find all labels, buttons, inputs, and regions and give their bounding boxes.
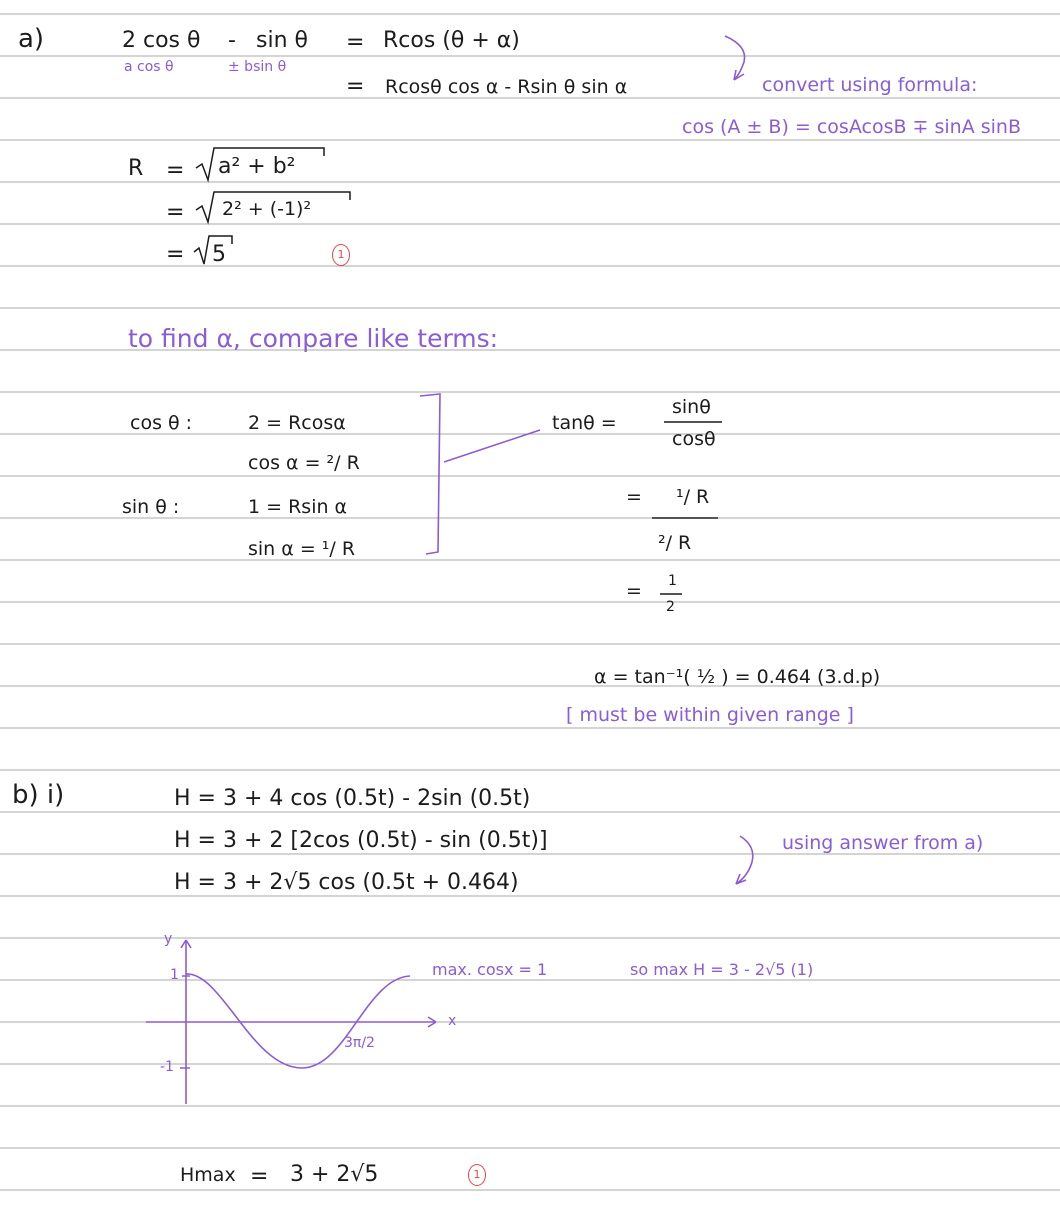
find-alpha-note: to find α, compare like terms: xyxy=(128,324,499,353)
eq1-rhs: Rcos (θ + α) xyxy=(383,28,520,53)
note-bsin: ± bsin θ xyxy=(228,59,287,75)
tan-num1: sinθ xyxy=(672,396,711,418)
mark-circle-a: 1 xyxy=(332,244,350,266)
Hmax-value: 3 + 2√5 xyxy=(290,1162,379,1187)
note-acos: a cos θ xyxy=(124,59,174,75)
formula-note: cos (A ± B) = cosAcosB ∓ sinA sinB xyxy=(682,116,1022,138)
sin-label: sin θ : xyxy=(122,496,180,518)
Hmax-equals: = xyxy=(250,1164,269,1189)
R-equals-3: = xyxy=(166,242,185,267)
mark-circle-b: 1 xyxy=(468,1164,486,1186)
R-equals-2: = xyxy=(166,200,185,225)
R-line3: 5 xyxy=(212,242,226,267)
convert-note: convert using formula: xyxy=(762,74,978,96)
R-line2: 2² + (-1)² xyxy=(222,198,312,220)
cos-label: cos θ : xyxy=(130,412,193,434)
eq2-rhs: Rcosθ cos α - Rsin θ sin α xyxy=(385,76,628,98)
R-line1: a² + b² xyxy=(218,154,296,179)
eq1-lhs-b: sin θ xyxy=(256,28,308,53)
tan-eq3: = xyxy=(626,580,642,602)
range-note: [ must be within given range ] xyxy=(566,704,854,726)
eq1-minus: - xyxy=(228,28,236,53)
alpha-result: α = tan⁻¹( ½ ) = 0.464 (3.d.p) xyxy=(594,666,881,688)
sin-eq1: 1 = Rsin α xyxy=(248,496,348,518)
part-a-label: a) xyxy=(18,24,45,54)
tan-eq2: = xyxy=(626,486,642,508)
H-line3: H = 3 + 2√5 cos (0.5t + 0.464) xyxy=(174,870,519,895)
H-line2: H = 3 + 2 [2cos (0.5t) - sin (0.5t)] xyxy=(174,828,548,853)
using-note: using answer from a) xyxy=(782,832,984,854)
axis-y-label: y xyxy=(164,931,173,947)
eq2-equals: = xyxy=(346,74,365,99)
so-max-note: so max H = 3 - 2√5 (1) xyxy=(630,960,814,979)
Hmax-label: Hmax xyxy=(180,1164,236,1186)
R-equals-1: = xyxy=(166,158,185,183)
tan-den2: ²/ R xyxy=(658,532,692,554)
max-cos-note: max. cosx = 1 xyxy=(432,960,548,979)
R-label: R xyxy=(128,156,144,181)
tan-lhs: tanθ = xyxy=(552,412,617,434)
tan-num3: 1 xyxy=(668,573,677,589)
tick-minus-1: -1 xyxy=(160,1059,174,1075)
cos-eq1: 2 = Rcosα xyxy=(248,412,346,434)
tan-num2: ¹/ R xyxy=(676,486,710,508)
axis-x-label: x xyxy=(448,1013,457,1029)
part-b-label: b) i) xyxy=(12,780,65,810)
tick-3pi-over-2: 3π/2 xyxy=(344,1035,375,1051)
tan-den3: 2 xyxy=(666,599,675,615)
tick-1: 1 xyxy=(170,967,179,983)
eq1-equals: = xyxy=(346,30,365,55)
cos-eq2: cos α = ²/ R xyxy=(248,452,360,474)
tan-den1: cosθ xyxy=(672,428,716,450)
eq1-lhs-a: 2 cos θ xyxy=(122,28,201,53)
sin-eq2: sin α = ¹/ R xyxy=(248,538,356,560)
H-line1: H = 3 + 4 cos (0.5t) - 2sin (0.5t) xyxy=(174,786,531,811)
